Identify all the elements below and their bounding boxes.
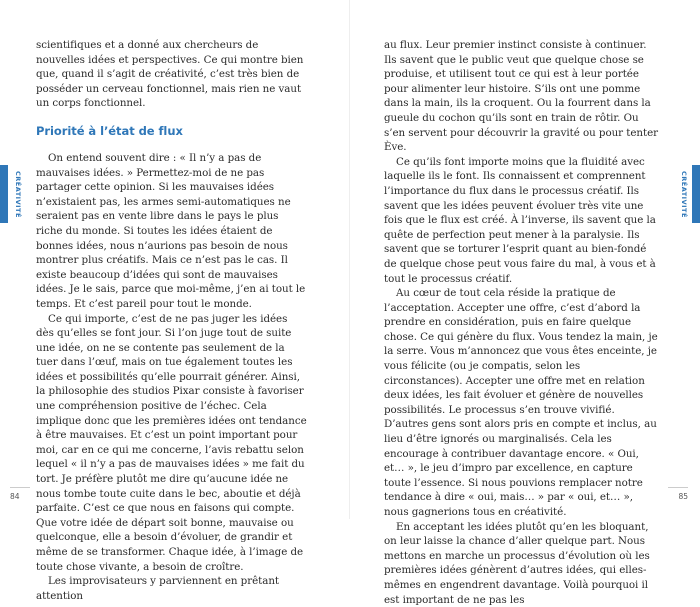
page-number: 84: [10, 492, 20, 501]
paragraph: Ce qu’ils font importe moins que la fluidité avec laquelle ils le font. Ils connaissent et comprennent l’importance du flux dans le processus créatif. Ils savent que les idées peuvent évoluer très vite une fois que le flux est créé. À l’inverse, ils savent que la quête de perfection peut mener à la paralysie. Ils savent que se torturer l’esprit quant au bien-fondé de quelque chose peut vous faire du mal, à vous et à tout le processus créatif.: [384, 155, 656, 285]
section-label: CRÉATIVITÉ: [14, 170, 22, 218]
paragraph: Au cœur de tout cela réside la pratique de l’acceptation. Accepter une offre, c’est d’abord la prendre en considération, puis en faire quelque chose. Ce qui génère du flux. Vous tendez la main, je la serre. Vous m’annoncez que vous êtes enceinte, je vous félicite (ou je compatis, selon les circonstances). Accepter une offre met en relation deux idées, les fait évoluer et génère de nouvelles possibilités. Le processus s’en trouve vivifié. D’autres gens sont alors pris en compte et inclus, au lieu d’être ignorés ou marginalisés. Cela les encourage à contribuer davantage encore. « Oui, et… », le jeu d’impro par excellence, en capture toute l’essence. Si nous pouvions remplacer notre tendance à dire « oui, mais… » par « oui, et… », nous gagnerions tous en créativité.: [384, 287, 658, 518]
paragraph: En acceptant les idées plutôt qu’en les bloquant, on leur laisse la chance d’aller quelque part. Nous mettons en marche un processus d’évolution où les premières idées génèrent d’autres idées, qui elles-mêmes en engendrent davantage. Voilà pourquoi il est important de ne pas les: [384, 520, 650, 606]
right-text-column: [384, 38, 658, 607]
folio-rule: [10, 487, 30, 488]
section-tab: [0, 165, 8, 223]
paragraph: Les improvisateurs y parviennent en prêtant attention: [36, 575, 279, 602]
paragraph: au flux. Leur premier instinct consiste à continuer. Ils savent que le public veut que quelque chose se produise, et utilisent tout ce qui est à leur portée pour alimenter leur histoire. S’ils ont une pomme dans la main, ils la croquent. Ou la fourrent dans la gueule du cochon qu’ils sont en train de rôtir. Ou s’en servent pour découvrir la gravité ou pour tenter Ève.: [384, 39, 658, 154]
section-tab: [692, 165, 700, 223]
page-number: 85: [678, 492, 688, 501]
paragraph: scientifiques et a donné aux chercheurs de nouvelles idées et perspectives. Ce qui montre bien que, quand il s’agit de créativité, c’est très bien de posséder un cerveau fonctionnel, mais rien ne vaut un corps fonctionnel.: [36, 39, 304, 110]
left-page: [0, 0, 350, 602]
paragraph: Ce qui importe, c’est de ne pas juger les idées dès qu’elles se font jour. Si l’on juge tout de suite une idée, on ne se contente pas seulement de la tuer dans l’œuf, mais on tue également toutes les idées et possibilités qu’elle pourrait générer. Ainsi, la philosophie des studios Pixar consiste à favoriser une compréhension positive de l’échec. Cela implique donc que les premières idées ont tendance à être mauvaises. Et c’est un point important pour moi, car en ce qui me concerne, l’avis rebattu selon lequel « il n’y a pas de mauvaises idées » me fait du tort. Je préfère plutôt me dire qu’aucune idée ne nous tombe toute cuite dans le bec, aboutie et déjà parfaite. C’est ce que nous en faisons qui compte. Que votre idée de départ soit bonne, mauvaise ou quelconque, elle a besoin d’évoluer, de grandir et même de se transformer. Chaque idée, à l’image de toute chose vivante, a besoin de croître.: [36, 312, 307, 573]
section-heading: Priorité à l’état de flux: [36, 123, 183, 138]
right-page: [350, 0, 700, 606]
paragraph: On entend souvent dire : « Il n’y a pas de mauvaises idées. » Permettez-moi de ne pas partager cette opinion. Si les mauvaises idées n’existaient pas, les armes semi-automatiques ne seraient pas en vente libre dans le pays le plus riche du monde. Si toutes les idées étaient de bonnes idées, nous n’aurions pas besoin de nous montrer plus créatifs. Mais ce n’est pas le cas. Il existe beaucoup d’idées qui sont de mauvaises idées. Je le sais, parce que moi-même, j’en ai tout le temps. Et c’est pareil pour tout le monde.: [36, 151, 306, 310]
section-label: CRÉATIVITÉ: [680, 170, 688, 218]
folio-rule: [668, 487, 688, 488]
